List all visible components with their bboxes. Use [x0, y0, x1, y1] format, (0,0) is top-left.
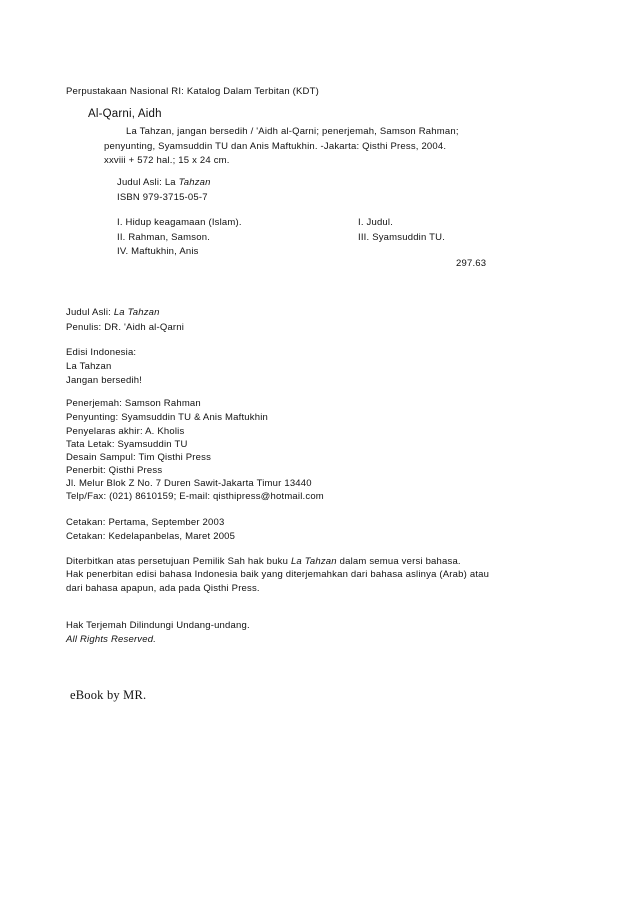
credits-edisi-title2: Jangan bersedih!: [66, 375, 143, 386]
kdt-subject-left: IV. Maftukhin, Anis: [117, 246, 199, 257]
credits-line: Penerjemah: Samson Rahman: [66, 398, 201, 409]
rights-line1-title: La Tahzan: [290, 556, 337, 567]
rights-line1: [66, 556, 461, 567]
kdt-subject-left: I. Hidup keagamaan (Islam).: [117, 217, 242, 228]
kdt-desc-line2: penyunting, Syamsuddin TU dan Anis Maftukhin. -Jakarta: Qisthi Press, 2004.: [104, 141, 447, 152]
kdt-judul-asli: [117, 177, 211, 188]
rights-line3: dari bahasa apapun, ada pada Qisthi Press.: [66, 583, 260, 594]
rights-all-reserved: All Rights Reserved.: [66, 634, 157, 645]
kdt-subject-left: II. Rahman, Samson.: [117, 232, 211, 243]
credits-line: Penyunting: Syamsuddin TU & Anis Maftukhin: [66, 412, 269, 423]
cetakan-first: Cetakan: Pertama, September 2003: [66, 517, 225, 528]
credits-penulis: Penulis: DR. 'Aidh al-Qarni: [66, 322, 185, 333]
ebook-credit: eBook by MR.: [70, 688, 147, 702]
credits-judul-asli-label: Judul Asli:: [66, 307, 114, 318]
cetakan-current: Cetakan: Kedelapanbelas, Maret 2005: [66, 531, 236, 542]
credits-line: Desain Sampul: Tim Qisthi Press: [66, 452, 212, 463]
credits-line: Tata Letak: Syamsuddin TU: [66, 439, 188, 450]
credits-edisi-title1: La Tahzan: [66, 361, 112, 372]
kdt-subject-right: I. Judul.: [358, 217, 394, 228]
credits-line: Penyelaras akhir: A. Kholis: [66, 426, 185, 437]
credits-line: Penerbit: Qisthi Press: [66, 465, 163, 476]
kdt-author: Al-Qarni, Aidh: [88, 108, 162, 120]
credits-judul-asli: [66, 307, 160, 318]
rights-protected: Hak Terjemah Dilindungi Undang-undang.: [66, 620, 250, 631]
credits-address: Jl. Melur Blok Z No. 7 Duren Sawit-Jakarta Timur 13440: [66, 478, 312, 489]
kdt-class-number: 297.63: [456, 258, 487, 269]
rights-line2: Hak penerbitan edisi bahasa Indonesia baik yang diterjemahkan dari bahasa aslinya (Arab) atau: [66, 569, 490, 580]
rights-line1-pre: Diterbitkan atas persetujuan Pemilik Sah hak buku: [66, 556, 291, 567]
credits-judul-asli-title: La Tahzan: [113, 307, 160, 318]
kdt-judul-asli-title: Tahzan: [178, 177, 211, 188]
kdt-desc-line1: La Tahzan, jangan bersedih / 'Aidh al-Qarni; penerjemah, Samson Rahman;: [126, 126, 459, 137]
credits-contact: Telp/Fax: (021) 8610159; E-mail: qisthipress@hotmail.com: [66, 491, 324, 502]
kdt-subject-right: III. Syamsuddin TU.: [358, 232, 446, 243]
rights-line1-post: dalam semua versi bahasa.: [336, 556, 461, 567]
kdt-desc-line3: xxviii + 572 hal.; 15 x 24 cm.: [104, 155, 230, 166]
kdt-isbn: ISBN 979-3715-05-7: [117, 192, 208, 203]
kdt-header: Perpustakaan Nasional RI: Katalog Dalam Terbitan (KDT): [66, 86, 319, 97]
kdt-judul-asli-label: Judul Asli: La: [117, 177, 179, 188]
credits-edisi-label: Edisi Indonesia:: [66, 347, 137, 358]
